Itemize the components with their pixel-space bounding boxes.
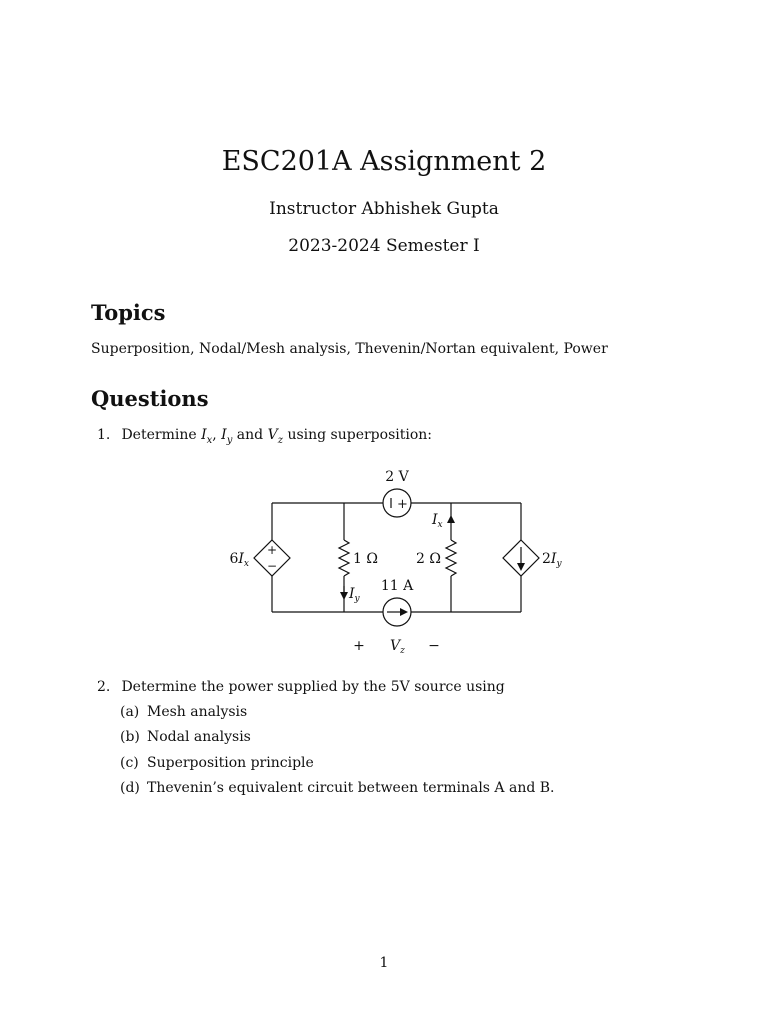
voltage-source-label: 2 V [385, 469, 409, 485]
part-label: (a) [120, 704, 140, 720]
document-author: Instructor Abhishek Gupta [269, 199, 499, 219]
topics-text: Superposition, Nodal/Mesh analysis, Thevenin/Nortan equivalent, Power [91, 341, 608, 357]
ix-label: $I_x$ [432, 512, 443, 530]
part-label: (b) [120, 729, 140, 745]
page-number: 1 [379, 955, 389, 971]
dependent-source-plus-sign: + [266, 543, 278, 557]
question-2-part-a [120, 704, 247, 720]
topics-heading: Topics [91, 300, 166, 325]
dependent-current-arrowhead [517, 563, 525, 571]
question-2-part-d [120, 780, 555, 796]
vz-minus-sign: − [428, 638, 440, 654]
vz-plus-sign: + [353, 638, 365, 654]
iy-label: $I_y$ [349, 586, 360, 604]
resistor-1ohm [339, 540, 349, 576]
document-date: 2023-2024 Semester I [288, 236, 480, 256]
part-label: (c) [120, 755, 139, 771]
resistor-1ohm-label: 1 Ω [353, 551, 378, 567]
resistor-2ohm [446, 540, 456, 576]
question-2-number: 2. [97, 679, 111, 695]
question-1-var-ix: $I_x$ [201, 427, 213, 446]
question-2-text: Determine the power supplied by the 5V source using [121, 679, 505, 695]
current-source-label: 11 A [380, 578, 414, 594]
question-1-number: 1. [97, 427, 111, 443]
question-1-prefix: Determine [121, 427, 197, 443]
dependent-current-label: $2I_y$ [542, 551, 562, 569]
dependent-source-minus-sign: − [266, 559, 278, 573]
vz-label: $V_z$ [390, 638, 405, 656]
question-2 [97, 679, 505, 695]
question-2-part-b [120, 729, 251, 745]
questions-heading: Questions [91, 386, 209, 411]
question-1-var-iy: $I_y$ [221, 427, 233, 446]
part-text: Thevenin’s equivalent circuit between terminals A and B. [147, 780, 555, 796]
resistor-2ohm-label: 2 Ω [416, 551, 441, 567]
question-1-conj: and [236, 427, 264, 443]
voltage-source-plus-sign: + [397, 497, 408, 512]
question-2-part-c [120, 755, 314, 771]
part-text: Superposition principle [147, 755, 314, 771]
question-1-var-vz: $V_z$ [267, 427, 283, 446]
question-1-sep: , [212, 427, 217, 443]
question-1-suffix: using superposition: [287, 427, 433, 443]
iy-arrowhead [340, 592, 348, 600]
document-title: ESC201A Assignment 2 [221, 146, 547, 177]
current-source-arrowhead [400, 608, 408, 616]
dependent-voltage-label: $6I_x$ [229, 551, 249, 569]
part-text: Mesh analysis [147, 704, 248, 720]
ix-arrowhead [447, 515, 455, 523]
part-label: (d) [120, 780, 140, 796]
part-text: Nodal analysis [147, 729, 251, 745]
